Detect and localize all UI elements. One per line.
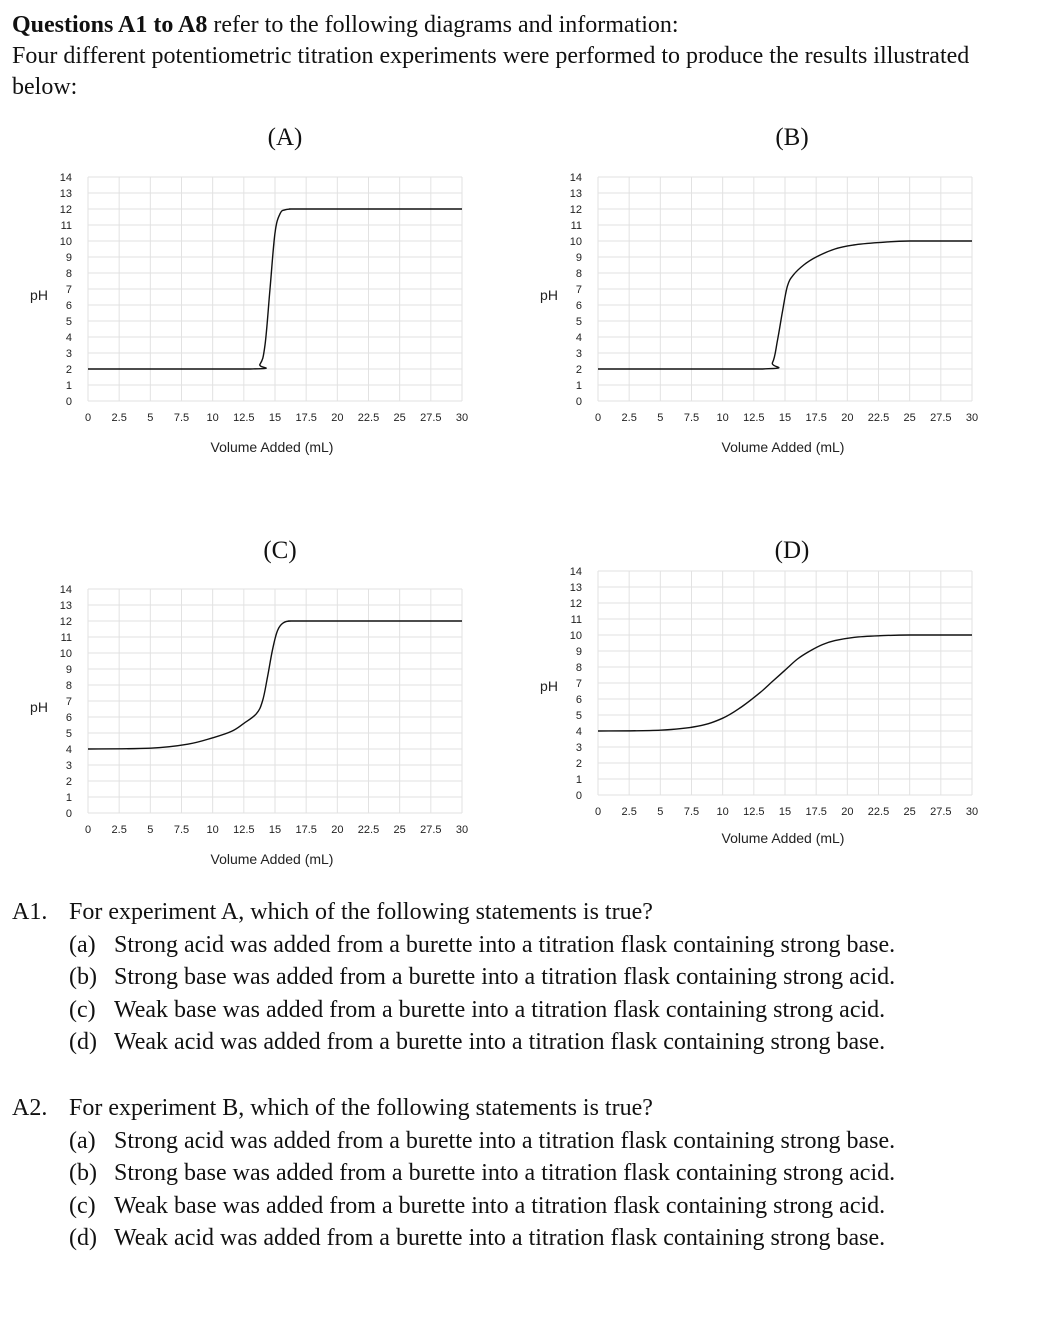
y-tick-label: 1 xyxy=(575,380,582,392)
x-tick-label: 10 xyxy=(716,806,729,818)
x-tick-label: 27.5 xyxy=(930,806,952,818)
x-tick-label: 20 xyxy=(331,412,344,424)
intro-heading-bold: Questions A1 to A8 xyxy=(12,12,208,38)
question-text: For experiment B, which of the following statements is true? xyxy=(69,1095,653,1121)
option-label: (c) xyxy=(69,996,96,1023)
question-a2 xyxy=(12,1092,1032,1255)
x-tick-label: 10 xyxy=(716,412,729,424)
y-tick-label: 0 xyxy=(575,396,582,408)
y-tick-label: 5 xyxy=(575,316,582,328)
option-text: Weak base was added from a burette into a titration flask containing strong acid. xyxy=(114,1192,886,1219)
y-tick-label: 9 xyxy=(575,646,582,658)
option-b xyxy=(12,961,1032,994)
x-tick-label: 20 xyxy=(331,824,344,836)
x-tick-label: 0 xyxy=(84,412,92,424)
y-tick-label: 11 xyxy=(570,614,582,626)
intro-heading xyxy=(12,10,1032,41)
chart-title: (C) xyxy=(263,537,297,564)
x-tick-label: 12.5 xyxy=(743,412,765,424)
option-text: Strong base was added from a burette into a titration flask containing strong acid. xyxy=(114,964,896,990)
y-tick-label: 12 xyxy=(569,598,582,610)
x-tick-label: 30 xyxy=(965,412,979,424)
x-tick-label: 2.5 xyxy=(621,806,637,818)
y-axis-label: pH xyxy=(30,699,48,715)
y-tick-label: 14 xyxy=(59,172,72,184)
y-tick-label: 13 xyxy=(569,188,582,200)
chart-d xyxy=(520,530,1046,860)
x-tick-label: 22.5 xyxy=(867,806,890,818)
chart-title: (A) xyxy=(267,124,303,151)
x-tick-label: 5 xyxy=(657,412,664,424)
y-tick-label: 13 xyxy=(59,600,72,612)
y-tick-label: 8 xyxy=(575,662,582,674)
x-tick-label: 10 xyxy=(206,824,219,836)
y-tick-label: 5 xyxy=(65,728,72,740)
y-tick-label: 4 xyxy=(575,332,582,344)
intro xyxy=(12,10,1032,103)
x-tick-label: 17.5 xyxy=(805,412,827,424)
x-tick-label: 2.5 xyxy=(621,412,637,424)
y-tick-label: 3 xyxy=(65,760,72,772)
option-label: (b) xyxy=(69,964,97,990)
y-tick-label: 3 xyxy=(575,742,582,754)
y-tick-label: 2 xyxy=(575,364,582,376)
y-tick-label: 1 xyxy=(65,380,72,392)
y-tick-label: 8 xyxy=(575,268,582,280)
option-c xyxy=(12,1190,1032,1223)
question-stem xyxy=(12,896,1032,929)
option-b xyxy=(12,1157,1032,1190)
x-tick-label: 7.5 xyxy=(683,806,700,818)
x-tick-label: 15 xyxy=(268,824,282,836)
chart-title: (D) xyxy=(774,537,810,564)
x-tick-label: 30 xyxy=(455,412,469,424)
x-tick-label: 0 xyxy=(594,412,602,424)
question-text: For experiment A, which of the following statements is true? xyxy=(69,899,653,925)
y-tick-label: 13 xyxy=(59,188,72,200)
option-label: (d) xyxy=(69,1029,97,1055)
y-tick-label: 13 xyxy=(569,582,582,594)
chart-title: (B) xyxy=(775,124,809,151)
option-d xyxy=(12,1026,1032,1059)
y-tick-label: 11 xyxy=(60,632,72,644)
intro-body: Four different potentiometric titration experiments were performed to produce the results illustrated below: xyxy=(12,43,970,100)
x-tick-label: 10 xyxy=(206,412,219,424)
x-tick-label: 30 xyxy=(455,824,469,836)
y-tick-label: 7 xyxy=(575,678,582,690)
x-tick-label: 7.5 xyxy=(173,824,190,836)
y-tick-label: 8 xyxy=(65,268,72,280)
x-tick-label: 22.5 xyxy=(867,412,890,424)
x-tick-label: 0 xyxy=(594,806,602,818)
y-tick-label: 7 xyxy=(65,696,72,708)
x-tick-label: 20 xyxy=(841,412,854,424)
x-tick-label: 25 xyxy=(903,412,916,424)
y-tick-label: 9 xyxy=(575,252,582,264)
y-tick-label: 0 xyxy=(65,808,72,820)
option-label: (b) xyxy=(69,1160,97,1186)
y-tick-label: 14 xyxy=(569,172,582,184)
x-tick-label: 17.5 xyxy=(805,806,827,818)
x-tick-label: 25 xyxy=(393,412,406,424)
x-tick-label: 17.5 xyxy=(295,824,317,836)
x-tick-label: 5 xyxy=(147,412,154,424)
y-tick-label: 4 xyxy=(65,744,72,756)
x-tick-label: 27.5 xyxy=(420,824,442,836)
question-stem xyxy=(12,1092,1032,1125)
x-tick-label: 12.5 xyxy=(233,824,255,836)
y-tick-label: 10 xyxy=(59,648,72,660)
option-text: Strong base was added from a burette into a titration flask containing strong acid. xyxy=(114,1160,896,1186)
option-label: (c) xyxy=(69,1192,96,1219)
y-tick-label: 2 xyxy=(65,364,72,376)
x-tick-label: 5 xyxy=(147,824,154,836)
x-axis-label: Volume Added (mL) xyxy=(210,439,334,455)
y-tick-label: 6 xyxy=(65,712,72,724)
y-tick-label: 11 xyxy=(570,220,582,232)
y-tick-label: 9 xyxy=(65,252,72,264)
x-tick-label: 25 xyxy=(393,824,406,836)
y-axis-label: pH xyxy=(30,287,48,303)
x-tick-label: 27.5 xyxy=(420,412,442,424)
x-axis-label: Volume Added (mL) xyxy=(721,439,845,455)
x-tick-label: 22.5 xyxy=(357,412,380,424)
y-tick-label: 7 xyxy=(65,284,72,296)
x-axis-label: Volume Added (mL) xyxy=(210,851,334,867)
x-tick-label: 22.5 xyxy=(357,824,380,836)
x-tick-label: 15 xyxy=(778,806,792,818)
chart-b xyxy=(520,115,1046,465)
y-tick-label: 4 xyxy=(575,726,582,738)
x-tick-label: 30 xyxy=(965,806,979,818)
x-tick-label: 27.5 xyxy=(930,412,952,424)
question-number: A2. xyxy=(12,1095,48,1121)
option-a xyxy=(12,929,1032,962)
chart-a xyxy=(0,115,520,465)
x-tick-label: 5 xyxy=(657,806,664,818)
y-axis-label: pH xyxy=(540,287,558,303)
option-text: Weak acid was added from a burette into a titration flask containing strong base. xyxy=(114,1225,886,1251)
y-tick-label: 2 xyxy=(65,776,72,788)
option-label: (d) xyxy=(69,1225,97,1251)
y-tick-label: 11 xyxy=(60,220,72,232)
option-label: (a) xyxy=(69,1127,96,1154)
x-tick-label: 25 xyxy=(903,806,916,818)
intro-heading-rest: refer to the following diagrams and information: xyxy=(207,12,679,38)
chart-c xyxy=(0,530,520,875)
x-tick-label: 20 xyxy=(841,806,854,818)
option-text: Strong acid was added from a burette into a titration flask containing strong base. xyxy=(114,1127,896,1154)
y-tick-label: 5 xyxy=(65,316,72,328)
question-number: A1. xyxy=(12,899,48,925)
y-tick-label: 6 xyxy=(575,694,582,706)
option-a xyxy=(12,1125,1032,1158)
option-label: (a) xyxy=(69,931,96,958)
option-d xyxy=(12,1222,1032,1255)
x-tick-label: 12.5 xyxy=(743,806,765,818)
y-tick-label: 6 xyxy=(65,300,72,312)
x-axis-label: Volume Added (mL) xyxy=(721,830,845,846)
y-tick-label: 14 xyxy=(569,566,582,578)
option-text: Weak acid was added from a burette into a titration flask containing strong base. xyxy=(114,1029,886,1055)
x-tick-label: 15 xyxy=(778,412,792,424)
y-tick-label: 10 xyxy=(59,236,72,248)
y-tick-label: 1 xyxy=(575,774,582,786)
y-tick-label: 14 xyxy=(59,584,72,596)
x-tick-label: 7.5 xyxy=(173,412,190,424)
y-tick-label: 5 xyxy=(575,710,582,722)
y-tick-label: 10 xyxy=(569,236,582,248)
x-tick-label: 12.5 xyxy=(233,412,255,424)
y-tick-label: 0 xyxy=(65,396,72,408)
x-tick-label: 2.5 xyxy=(111,412,127,424)
x-tick-label: 0 xyxy=(84,824,92,836)
y-tick-label: 3 xyxy=(575,348,582,360)
x-tick-label: 17.5 xyxy=(295,412,317,424)
y-tick-label: 6 xyxy=(575,300,582,312)
y-tick-label: 12 xyxy=(59,616,72,628)
option-text: Weak base was added from a burette into a titration flask containing strong acid. xyxy=(114,996,886,1023)
y-axis-label: pH xyxy=(540,678,558,694)
x-tick-label: 7.5 xyxy=(683,412,700,424)
question-a1 xyxy=(12,896,1032,1059)
y-tick-label: 3 xyxy=(65,348,72,360)
y-tick-label: 10 xyxy=(569,630,582,642)
option-text: Strong acid was added from a burette into a titration flask containing strong base. xyxy=(114,931,896,958)
x-tick-label: 2.5 xyxy=(111,824,127,836)
y-tick-label: 7 xyxy=(575,284,582,296)
y-tick-label: 1 xyxy=(65,792,72,804)
y-tick-label: 12 xyxy=(59,204,72,216)
x-tick-label: 15 xyxy=(268,412,282,424)
y-tick-label: 12 xyxy=(569,204,582,216)
y-tick-label: 2 xyxy=(575,758,582,770)
y-tick-label: 4 xyxy=(65,332,72,344)
y-tick-label: 9 xyxy=(65,664,72,676)
y-tick-label: 8 xyxy=(65,680,72,692)
option-c xyxy=(12,994,1032,1027)
y-tick-label: 0 xyxy=(575,790,582,802)
